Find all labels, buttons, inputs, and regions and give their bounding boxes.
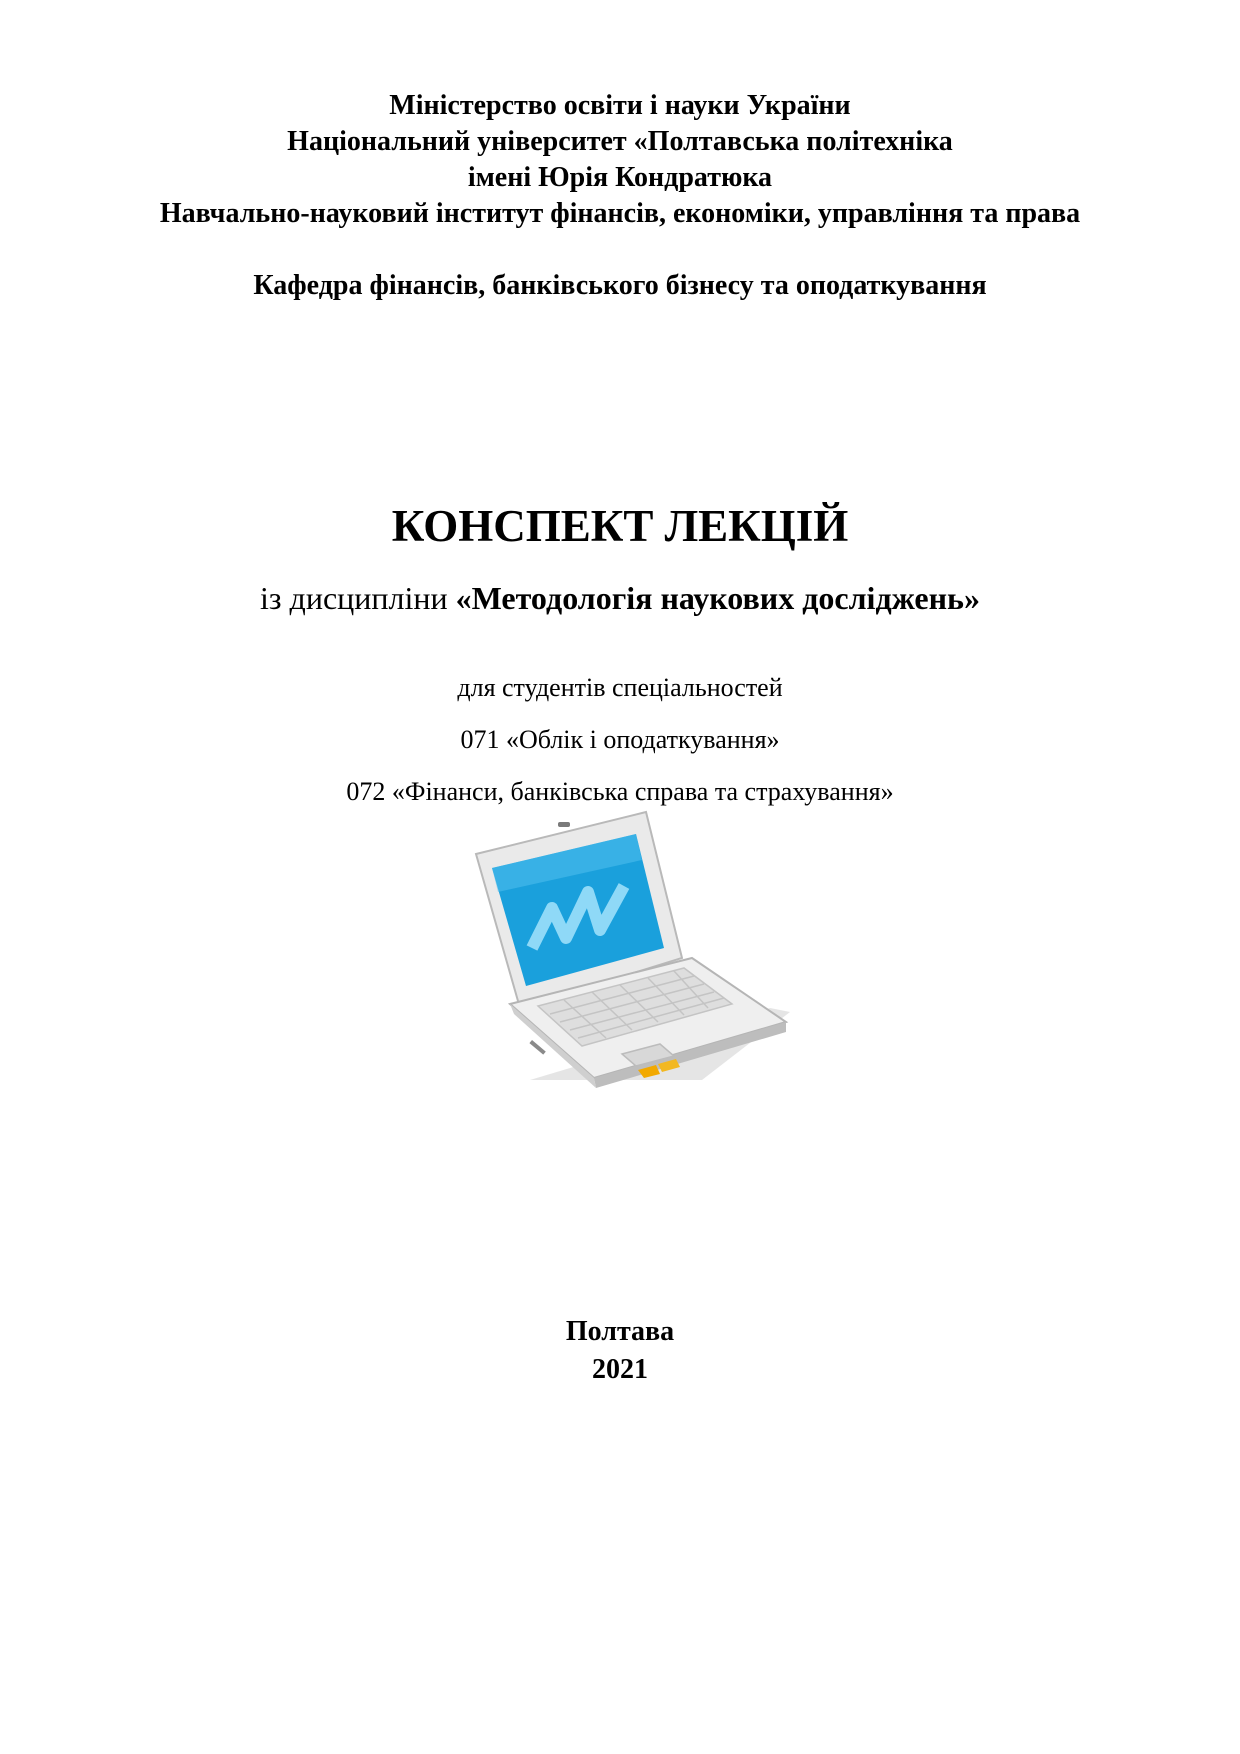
subject-line xyxy=(0,580,1240,617)
audience-intro: для студентів спеціальностей xyxy=(457,673,783,702)
department-line: Кафедра фінансів, банківського бізнесу та оподаткування xyxy=(253,270,987,301)
city: Полтава xyxy=(565,1316,675,1347)
year: 2021 xyxy=(592,1354,648,1385)
specialty-072: 072 «Фінанси, банківська справа та страхування» xyxy=(346,777,894,806)
laptop-icon xyxy=(470,808,792,1088)
specialty-071: 071 «Облік і оподаткування» xyxy=(460,725,780,754)
ministry-line: Міністерство освіти і науки України xyxy=(389,90,851,121)
subject-prefix: із дисципліни xyxy=(260,580,456,616)
university-line: Національний університет «Полтавська політехніка xyxy=(287,126,953,157)
document-title: КОНСПЕКТ ЛЕКЦІЙ xyxy=(391,501,849,551)
university-name-line: імені Юрія Кондратюка xyxy=(467,162,773,193)
subject-name: «Методологія наукових досліджень» xyxy=(455,580,980,616)
institute-line: Навчально-науковий інститут фінансів, економіки, управління та права xyxy=(159,198,1081,229)
